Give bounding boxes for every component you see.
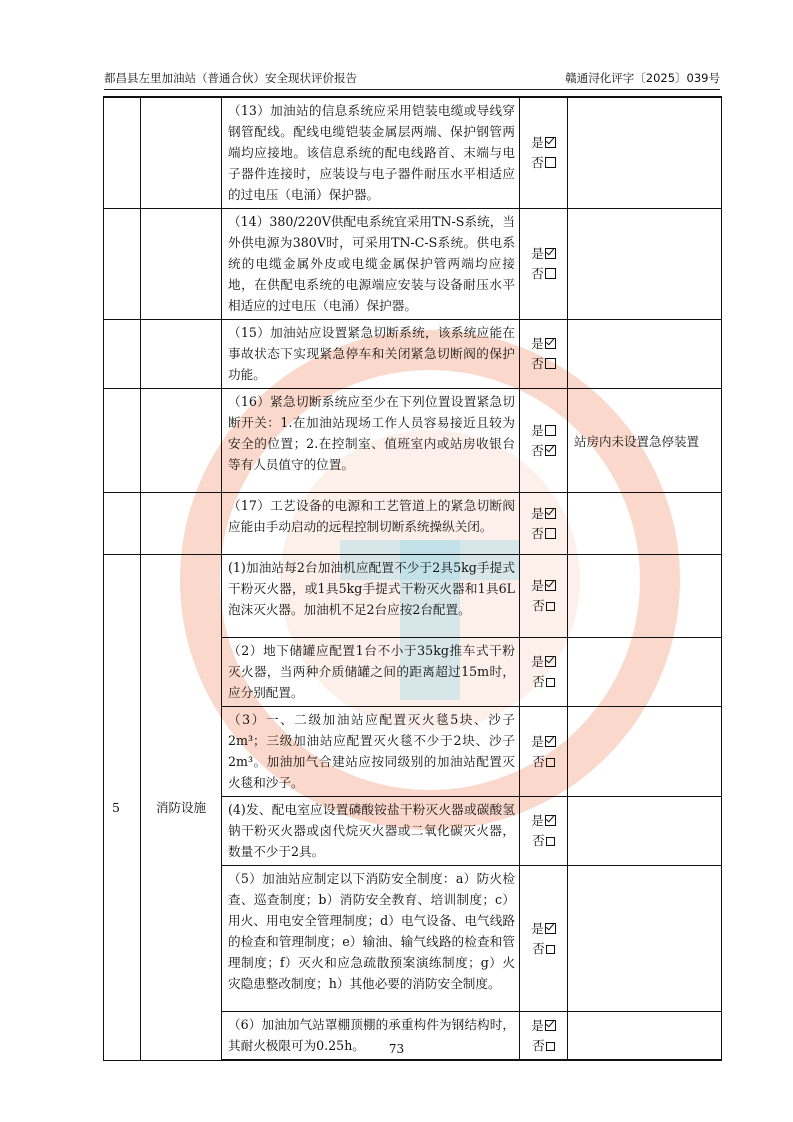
- check-cell: [520, 493, 568, 555]
- yes-option: [520, 421, 567, 441]
- check-cell: [520, 866, 568, 1012]
- yes-label: 是: [531, 733, 544, 749]
- checked-box-icon: [545, 580, 556, 591]
- requirement-text: （6）加油加气站罩棚顶棚的承重构件为钢结构时，其耐火极限可为0.25h。: [222, 1012, 520, 1061]
- check-cell: [520, 320, 568, 389]
- remark-cell: [568, 797, 722, 866]
- row-item-cell: [141, 320, 222, 389]
- no-option: [520, 752, 567, 772]
- row-number-cell: [104, 389, 141, 493]
- requirement-text: （16）紧急切断系统应至少在下列位置设置紧急切断开关：1.在加油站现场工作人员容易接近且较为安全的位置；2.在控制室、值班室内或站房收银台等有人员值守的位置。: [222, 389, 520, 493]
- empty-box-icon: [545, 157, 556, 168]
- row-item-cell: [141, 493, 222, 555]
- yes-label: 是: [531, 920, 544, 936]
- yes-label: 是: [531, 505, 544, 521]
- page-number: 73: [388, 1042, 405, 1056]
- check-cell: [520, 797, 568, 866]
- no-option: [520, 831, 567, 851]
- requirement-text: （3）一、二级加油站应配置灭火毯5块、沙子2m³；三级加油站应配置灭火毯不少于2块、沙子2m³。加油加气合建站应按同级别的加油站配置灭火毯和沙子。: [222, 707, 520, 797]
- empty-box-icon: [546, 602, 555, 611]
- checked-box-icon: [545, 815, 556, 826]
- no-label: 否: [531, 442, 544, 458]
- remark-cell: [568, 707, 722, 797]
- no-label: 否: [532, 598, 545, 613]
- empty-box-icon: [545, 528, 556, 539]
- page-header: [104, 68, 720, 88]
- remark-cell: [568, 555, 722, 638]
- no-label: 否: [531, 266, 544, 281]
- table-row: [104, 320, 722, 389]
- no-option: [520, 441, 567, 461]
- group-item: 消防设施: [141, 555, 222, 1061]
- check-cell: [520, 707, 568, 797]
- check-cell: [520, 209, 568, 320]
- empty-box-icon: [545, 358, 556, 369]
- yes-option: [520, 919, 567, 939]
- group-number: 5: [104, 555, 141, 1061]
- yes-option: [520, 576, 567, 596]
- table-row: [104, 493, 722, 555]
- requirement-text: （14）380/220V供配电系统宜采用TN-S系统，当外供电源为380V时，可采用TN-C-S系统。供电系统的电缆金属外皮或电缆金属保护管两端均应接地，在供配电系统的电源端应安装与设备耐压水平相适应的过电压（电涌）保护器。: [222, 209, 520, 320]
- yes-label: 是: [531, 422, 544, 438]
- yes-option: [520, 1016, 567, 1036]
- row-number-cell: [104, 209, 141, 320]
- evaluation-table: [103, 96, 722, 1061]
- no-option: [520, 596, 567, 616]
- row-item-cell: [141, 97, 222, 209]
- remark-cell: [568, 209, 722, 320]
- row-item-cell: [141, 389, 222, 493]
- check-cell: [520, 97, 568, 209]
- checked-box-icon: [545, 137, 556, 148]
- row-item-cell: [141, 209, 222, 320]
- row-number-cell: [104, 320, 141, 389]
- empty-box-icon: [546, 678, 555, 687]
- requirement-text: （13）加油站的信息系统应采用铠装电缆或导线穿钢管配线。配线电缆铠装金属层两端、保护钢管两端均应接地。该信息系统的配电线路首、末端与电子器件连接时，应装设与电子器件耐压水平相适应的过电压（电涌）保护器。: [222, 97, 520, 209]
- check-cell: [520, 555, 568, 638]
- remark-cell: [568, 638, 722, 707]
- table-row: [104, 97, 722, 209]
- no-label: 否: [532, 833, 545, 848]
- empty-box-icon: [545, 425, 556, 436]
- report-title: 都昌县左里加油站（普通合伙）安全现状评价报告: [104, 71, 357, 85]
- empty-box-icon: [546, 758, 555, 767]
- checked-box-icon: [545, 1020, 556, 1031]
- requirement-text: (4)发、配电室应设置磷酸铵盐干粉灭火器或碳酸氢钠干粉灭火器或卤代烷灭火器或二氧化碳灭火器，数量不少于2具。: [222, 797, 520, 866]
- yes-label: 是: [531, 578, 544, 593]
- yes-option: [520, 133, 567, 153]
- checked-box-icon: [545, 445, 556, 456]
- checked-box-icon: [545, 923, 556, 934]
- empty-box-icon: [545, 268, 556, 279]
- no-option: [520, 672, 567, 692]
- requirement-text: （15）加油站应设置紧急切断系统，该系统应能在事故状态下实现紧急停车和关闭紧急切断阀的保护功能。: [222, 320, 520, 389]
- yes-label: 是: [531, 336, 544, 351]
- checked-box-icon: [545, 508, 556, 519]
- empty-box-icon: [546, 945, 555, 954]
- yes-label: 是: [531, 135, 544, 150]
- yes-option: [520, 652, 567, 672]
- remark-cell: 站房内未设置急停装置: [568, 389, 722, 493]
- yes-label: 是: [531, 246, 544, 261]
- no-option: [520, 264, 567, 284]
- table-row: [104, 555, 722, 638]
- row-number-cell: [104, 97, 141, 209]
- yes-option: [520, 732, 567, 752]
- report-number: 赣通浔化评字〔2025〕039号: [565, 71, 720, 85]
- no-option: [520, 939, 567, 959]
- remark-cell: [568, 866, 722, 1012]
- no-label: 否: [532, 1037, 545, 1053]
- no-option: [520, 354, 567, 374]
- checked-box-icon: [545, 736, 556, 747]
- yes-label: 是: [531, 654, 544, 669]
- requirement-text: (1)加油站每2台加油机应配置不少于2具5kg手提式干粉灭火器，或1具5kg手提式干粉灭火器和1具6L泡沫灭火器。加油机不足2台应按2台配置。: [222, 555, 520, 638]
- yes-option: [520, 504, 567, 524]
- table-row: [104, 389, 722, 493]
- no-option: [520, 524, 567, 544]
- header-rule: [104, 89, 720, 90]
- yes-option: [520, 244, 567, 264]
- no-label: 否: [531, 356, 544, 371]
- no-label: 否: [531, 155, 544, 170]
- remark-cell: [568, 320, 722, 389]
- requirement-text: （5）加油站应制定以下消防安全制度：a）防火检查、巡查制度；b）消防安全教育、培训制度；c）用火、用电安全管理制度；d）电气设备、电气线路的检查和管理制度；e）输油、输气线路的检查和管理制度；f）灭火和应急疏散预案演练制度；g）火灾隐患整改制度；h）其他必要的消防安全制度。: [222, 866, 520, 1012]
- table-row: [104, 209, 722, 320]
- no-label: 否: [532, 753, 545, 769]
- check-cell: [520, 389, 568, 493]
- yes-label: 是: [531, 1017, 544, 1033]
- no-label: 否: [531, 525, 544, 541]
- checked-box-icon: [545, 656, 556, 667]
- remark-cell: [568, 97, 722, 209]
- remark-cell: [568, 493, 722, 555]
- yes-label: 是: [531, 813, 544, 828]
- requirement-text: （2）地下储罐应配置1台不小于35kg推车式干粉灭火器，当两种介质储罐之间的距离超过15m时，应分别配置。: [222, 638, 520, 707]
- row-number-cell: [104, 493, 141, 555]
- no-label: 否: [532, 674, 545, 689]
- yes-option: [520, 334, 567, 354]
- yes-option: [520, 811, 567, 831]
- no-label: 否: [532, 940, 545, 956]
- checked-box-icon: [545, 338, 556, 349]
- check-cell: [520, 638, 568, 707]
- empty-box-icon: [546, 837, 555, 846]
- checked-box-icon: [545, 248, 556, 259]
- no-option: [520, 153, 567, 173]
- requirement-text: （17）工艺设备的电源和工艺管道上的紧急切断阀应能由手动启动的远程控制切断系统操纵关闭。: [222, 493, 520, 555]
